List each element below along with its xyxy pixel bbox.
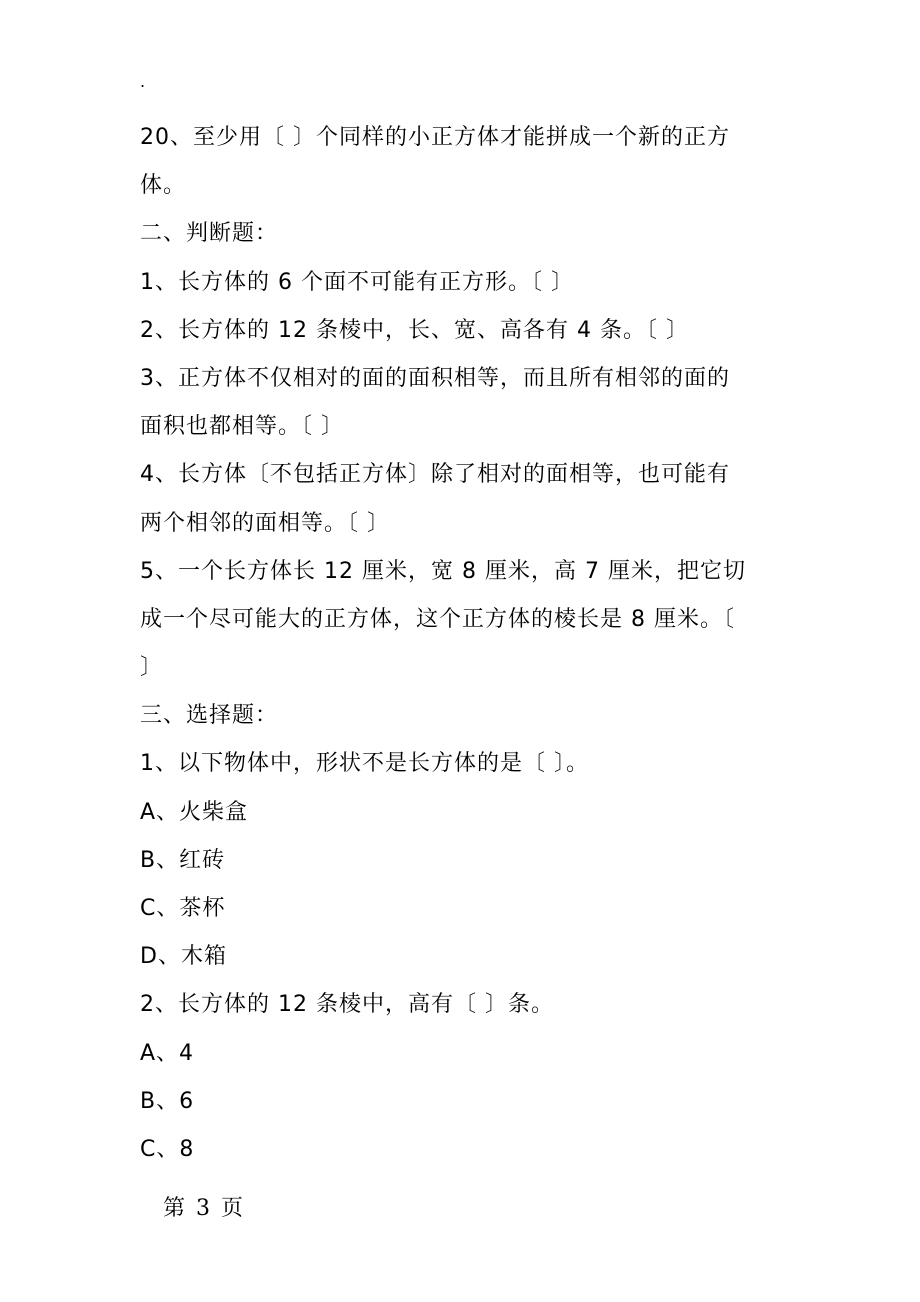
judgement-item-4-line-1: 4、长方体〔不包括正方体〕除了相对的面相等，也可能有 (140, 462, 730, 488)
judgement-item-3-line-2: 面积也都相等。〔 〕 (140, 414, 344, 440)
document-body (140, 114, 780, 1174)
judgement-item-5-line-1: 5、一个长方体长 12 厘米，宽 8 厘米，高 7 厘米，把它切 (140, 558, 746, 584)
choice-2-option-a: A、4 (140, 1040, 195, 1066)
choice-1-option-a: A、火柴盒 (140, 799, 249, 825)
choice-2-option-c: C、8 (140, 1136, 195, 1162)
judgement-item-1: 1、长方体的 6 个面不可能有正方形。〔 〕 (140, 269, 574, 295)
page-number: 第 3 页 (163, 1196, 245, 1221)
question-20-line-1: 20、至少用〔 〕个同样的小正方体才能拼成一个新的正方 (140, 125, 730, 150)
choice-2-option-b: B、6 (140, 1088, 195, 1114)
judgement-item-3-line-1: 3、正方体不仅相对的面的面积相等，而且所有相邻的面的 (140, 365, 730, 391)
choice-question-2: 2、长方体的 12 条棱中，高有〔 〕条。 (140, 992, 554, 1018)
section-heading-choice: 三、选择题： (140, 703, 279, 729)
choice-question-1: 1、以下物体中，形状不是长方体的是〔 〕。 (140, 751, 589, 777)
question-20-line-2: 体。 (140, 173, 187, 199)
judgement-item-2: 2、长方体的 12 条棱中，长、宽、高各有 4 条。〔 〕 (140, 317, 689, 343)
choice-1-option-d: D、木箱 (140, 944, 227, 970)
judgement-item-4-line-2: 两个相邻的面相等。〔 〕 (140, 510, 390, 536)
header-mark: . (140, 72, 146, 91)
choice-1-option-c: C、茶杯 (140, 896, 226, 921)
judgement-item-5-line-2: 成一个尽可能大的正方体，这个正方体的棱长是 8 厘米。〔 (140, 606, 735, 632)
choice-1-option-b: B、红砖 (140, 847, 226, 873)
section-heading-judgement: 二、判断题： (140, 221, 279, 247)
judgement-item-5-line-3: 〕 (140, 655, 164, 681)
